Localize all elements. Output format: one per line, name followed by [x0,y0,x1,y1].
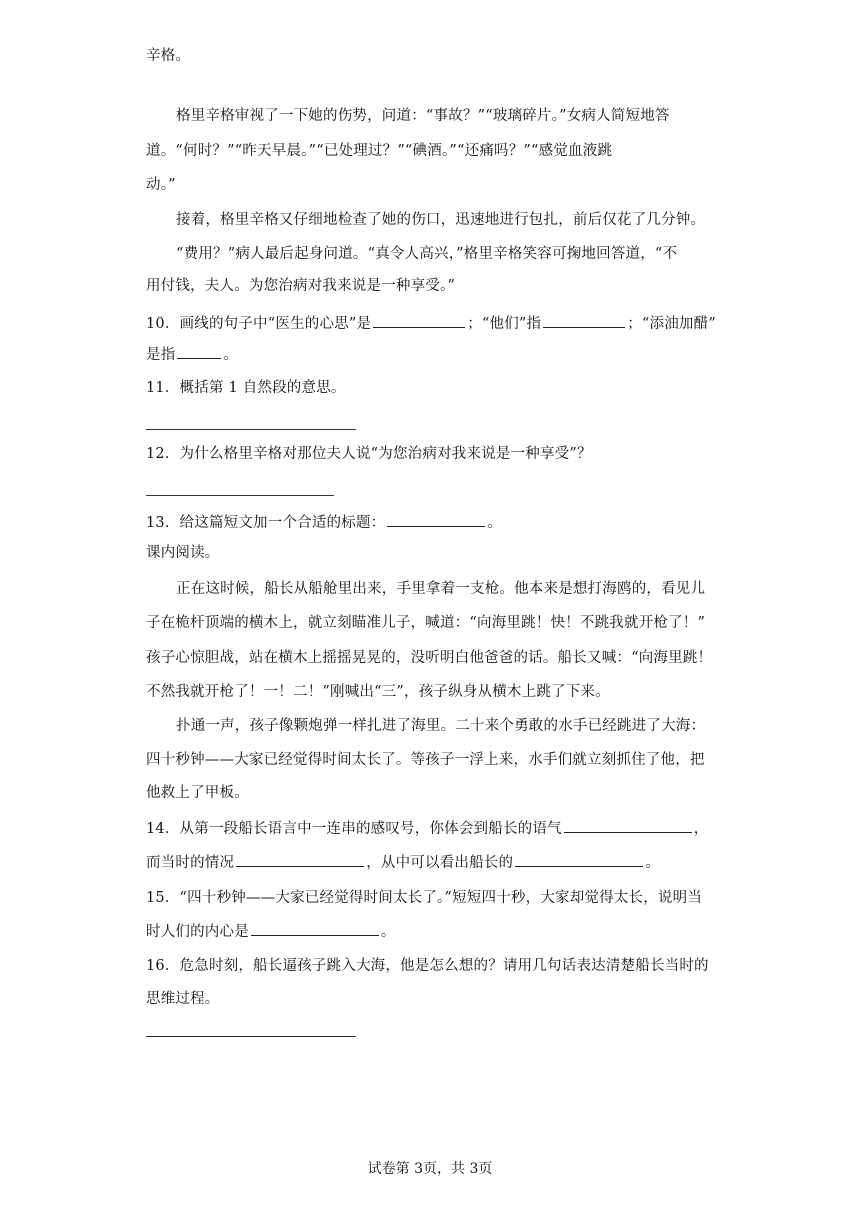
q14-blank-2[interactable] [236,852,364,867]
passage1-line-2: 格里辛格审视了一下她的伤势，问道：“事故？”“玻璃碎片。”女病人简短地答 [176,108,670,124]
q15-text-c: 。 [380,924,396,940]
q14-text-c: 而当时的情况 [146,855,235,871]
section-title: 课内阅读。 [146,545,220,561]
q13-text-a: 13．给这篇短文加一个合适的标题： [146,515,386,531]
passage1-line-6: “费用？”病人最后起身问道。“真令人高兴，”格里辛格笑容可掬地回答道，“不 [176,246,678,262]
q10-blank-3[interactable] [177,344,221,359]
passage2-line-2: 子在桅杆顶端的横木上，就立刻瞄准儿子，喊道：“向海里跳！快！不跳我就开枪了！” [146,615,706,631]
q13-text-b: 。 [487,515,503,531]
passage2-line-1: 正在这时候，船长从船舱里出来，手里拿着一支枪。他本来是想打海鸥的，看见儿 [176,581,706,597]
passage1-line-3: 道。“何时？”“昨天早晨。”“已处理过？”“碘酒。”“还痛吗？”“感觉血液跳 [146,143,613,159]
passage1-line-4: 动。” [146,177,176,193]
question-12: 12．为什么格里辛格对那位夫人说“为您治病对我来说是一种享受”？ [146,446,592,462]
passage1-line-5: 接着，格里辛格又仔细地检查了她的伤口，迅速地进行包扎，前后仅花了几分钟。 [176,212,706,228]
q10-blank-2[interactable] [543,313,625,328]
q14-text-d: ，从中可以看出船长的 [366,855,514,871]
passage2-line-6: 四十秒钟——大家已经觉得时间太长了。等孩子一浮上来，水手们就立刻抓住了他，把 [146,752,705,768]
question-14 [146,818,726,839]
passage1-line-1: 辛格。 [146,48,191,64]
q10-text-d: 是指 [146,347,176,363]
passage1-line-7: 用付钱，夫人。为您治病对我来说是一种享受。” [146,278,456,294]
page-footer: 试卷第 3页，共 3页 [367,1161,493,1177]
passage2-line-4: 不然我就开枪了！一！二！”刚喊出“三”，孩子纵身从横木上跳了下来。 [146,684,610,700]
q10-text-c: ；“添油加醋” [627,316,716,332]
question-15: 15．“四十秒钟——大家已经觉得时间太长了。”短短四十秒，大家却觉得太长，说明当 [146,890,703,906]
q10-text-e: 。 [223,347,239,363]
question-10 [146,313,726,334]
q14-text-a: 14．从第一段船长语言中一连串的感叹号，你体会到船长的语气 [146,821,562,837]
question-15-cont [146,921,726,942]
question-13 [146,512,726,533]
q16-answer-line[interactable] [146,1036,356,1037]
q14-text-b: ， [693,821,709,837]
q14-text-e: 。 [645,855,660,871]
q10-text-b: ；“他们”指 [467,316,542,332]
q15-blank[interactable] [251,921,379,936]
question-16: 16．危急时刻，船长逼孩子跳入大海，他是怎么想的？请用几句话表达清楚船长当时的 [146,958,709,974]
passage2-line-5: 扑通一声，孩子像颗炮弹一样扎进了海里。二十来个勇敢的水手已经跳进了大海： [176,718,706,734]
q12-answer-line[interactable] [146,495,334,496]
question-10-cont [146,344,726,365]
question-14-cont [146,852,726,873]
question-11: 11．概括第 1 自然段的意思。 [146,380,346,396]
passage2-line-3: 孩子心惊胆战，站在横木上摇摇晃晃的，没听明白他爸爸的话。船长又喊：“向海里跳！ [146,650,713,666]
q14-blank-1[interactable] [564,818,692,833]
q15-text-b: 时人们的内心是 [146,924,249,940]
q13-blank[interactable] [387,512,485,527]
q10-text-a: 10．画线的句子中“医生的心思”是 [146,316,372,332]
q10-blank-1[interactable] [373,313,465,328]
question-16-cont: 思维过程。 [146,991,220,1007]
passage2-line-7: 他救上了甲板。 [146,785,249,801]
q11-answer-line[interactable] [146,429,356,430]
q14-blank-3[interactable] [515,852,643,867]
